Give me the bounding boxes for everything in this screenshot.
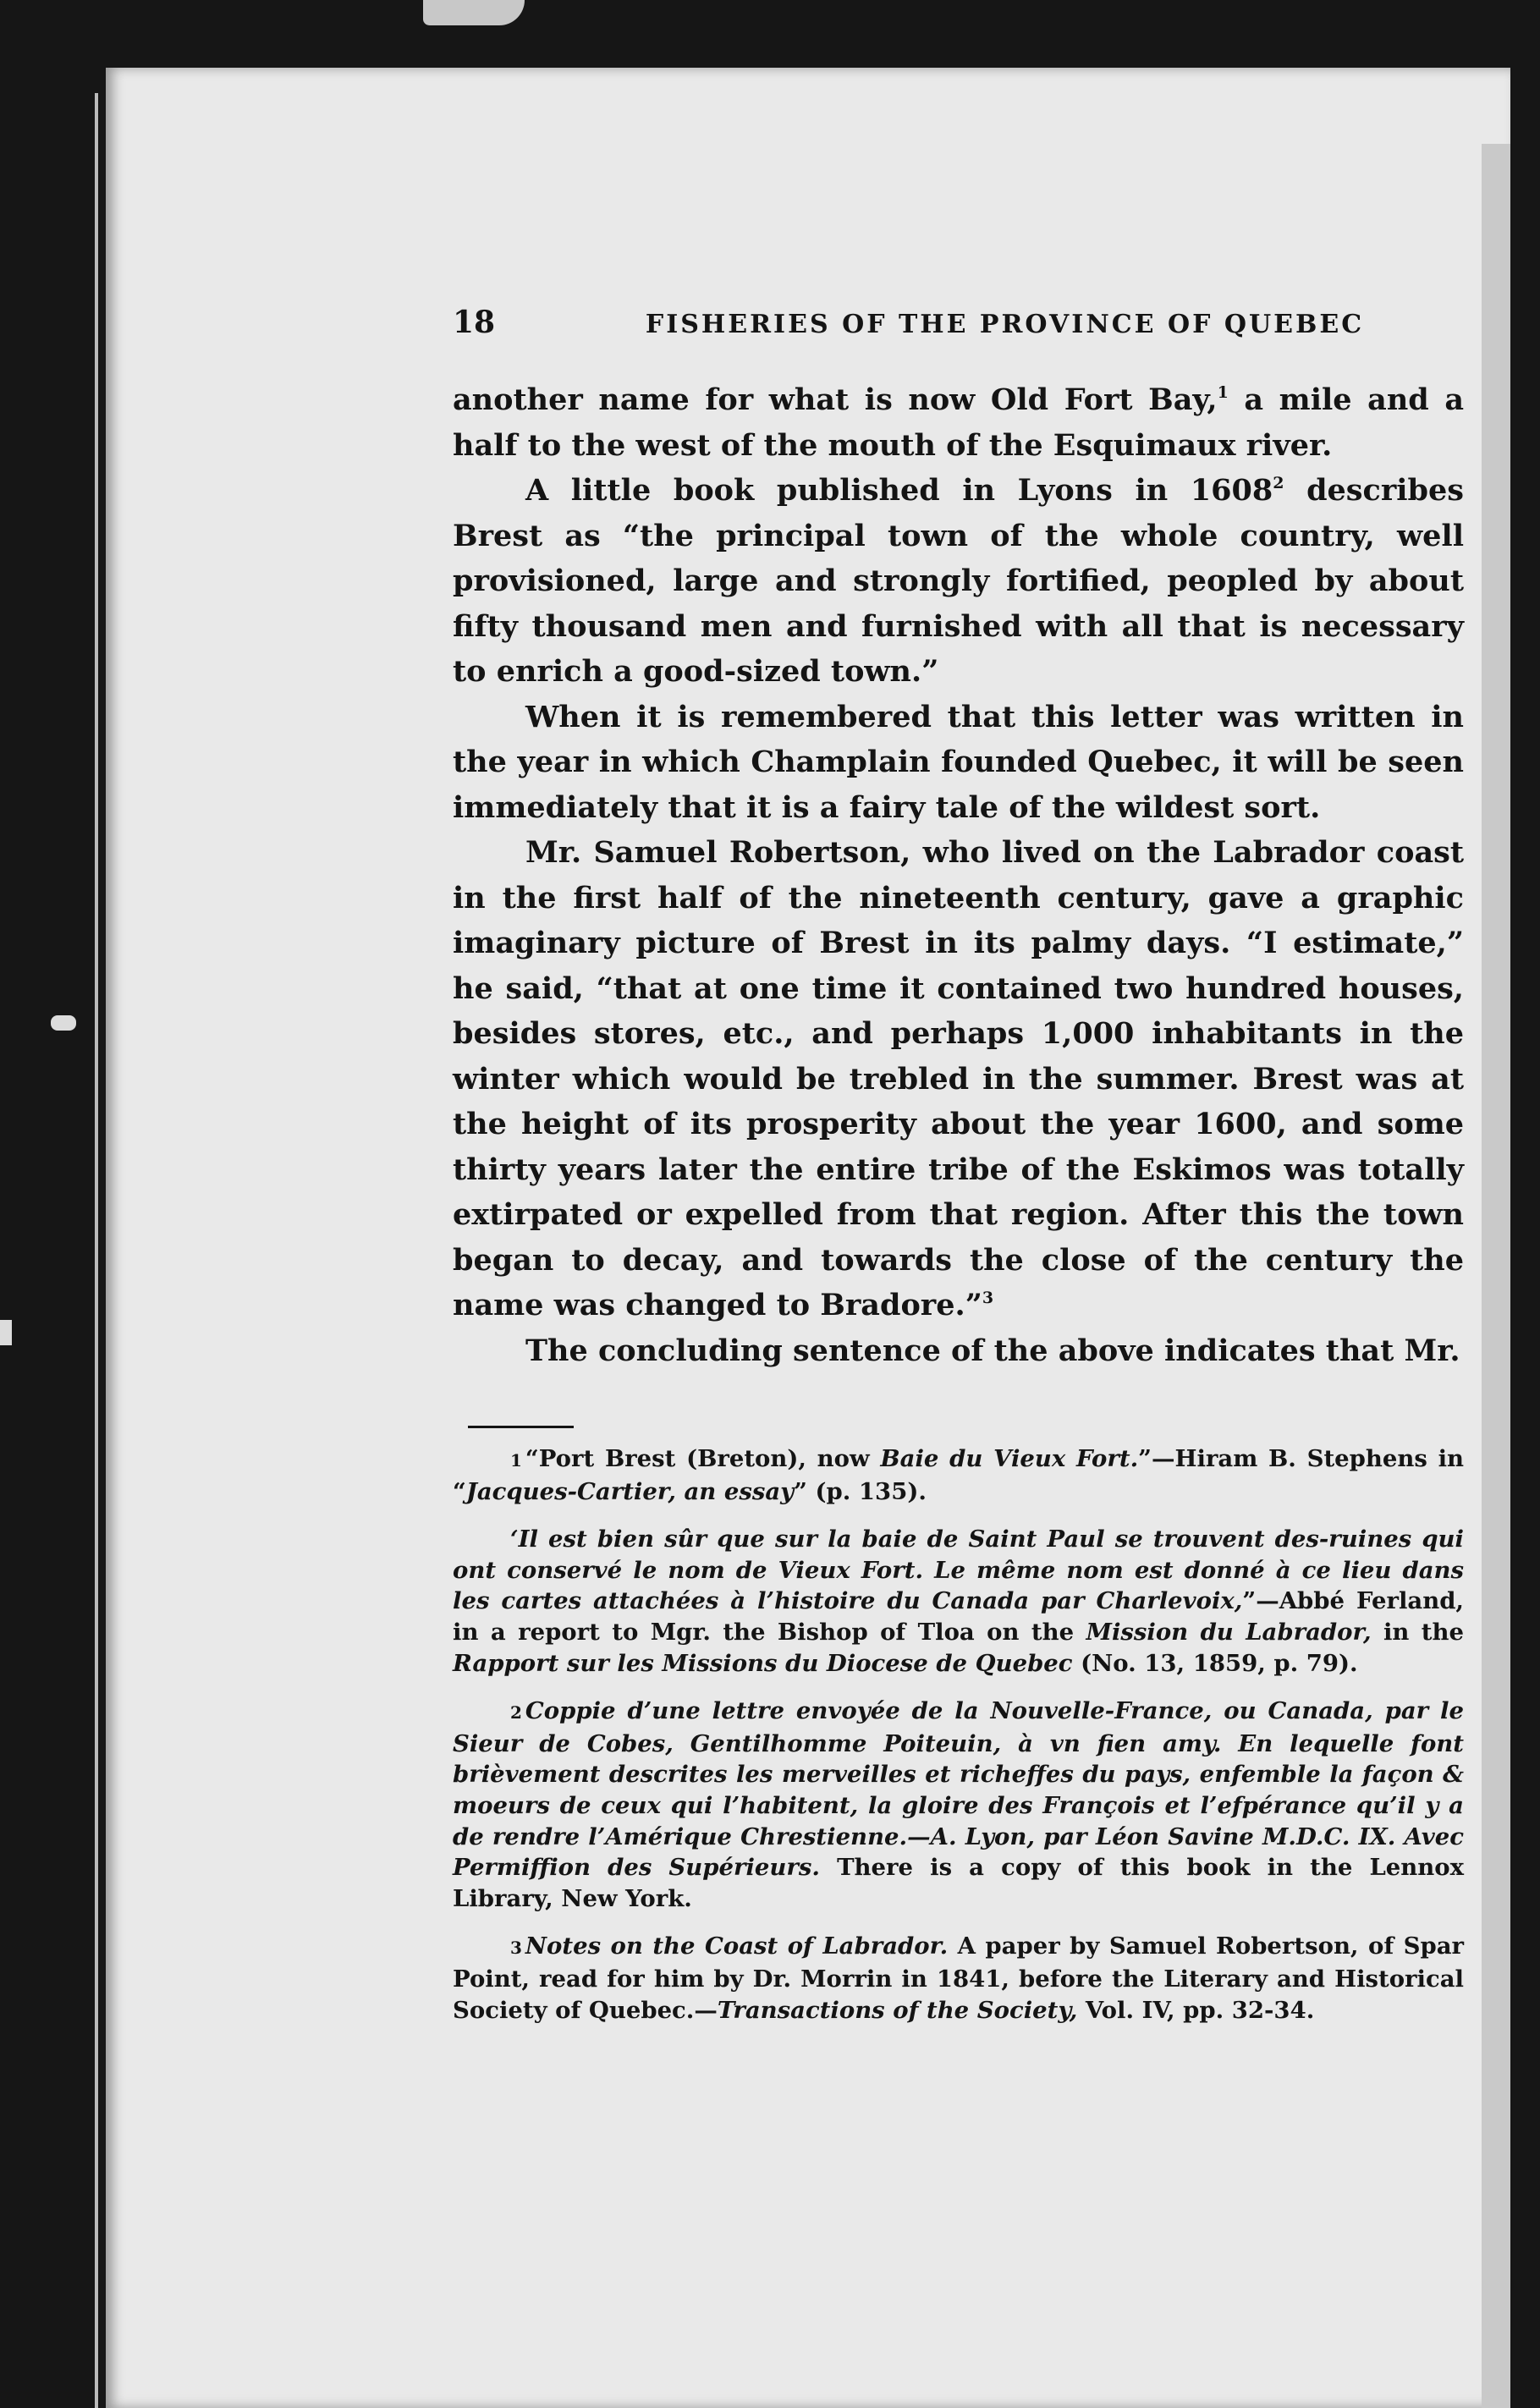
footnote-ref: 2 xyxy=(1273,474,1284,492)
text-run: There is a copy of this book in the Lennox Library, New York. xyxy=(453,1854,1464,1912)
text-run: “Port Brest (Breton), now xyxy=(525,1445,881,1472)
page-text xyxy=(453,305,1464,2042)
text-run: a mile and a half to the west of the mouth of the Esquimaux river. xyxy=(453,382,1464,463)
paragraph xyxy=(453,695,1464,831)
scan-smudge xyxy=(423,0,525,25)
italic-run: Baie du Vieux Fort. xyxy=(880,1445,1139,1472)
footnote-number: 3 xyxy=(510,1938,522,1959)
footnote-number: 1 xyxy=(510,1450,522,1471)
footnote xyxy=(453,1524,1464,1679)
running-header xyxy=(453,305,1464,340)
text-run: ” (p. 135). xyxy=(794,1477,927,1505)
footnotes xyxy=(453,1443,1464,2026)
text-run: A paper by Samuel Robertson, of Spar Point, read for him by Dr. Morrin in 1841, before the Literary and Historical Society of Quebec.— xyxy=(453,1932,1465,2024)
text-run: another name for what is now Old Fort Bay, xyxy=(453,382,1218,417)
margin-mark xyxy=(51,1015,76,1031)
paragraph xyxy=(453,377,1464,468)
italic-run: Mission du Labrador, xyxy=(1086,1618,1372,1646)
paragraph xyxy=(453,1328,1464,1374)
text-run: ”—Hiram B. Stephens in “ xyxy=(453,1445,1465,1505)
italic-run: ‘Il est bien sûr que sur la baie de Saint Paul se trouvent des-ruines qui ont conservé le nom de Vieux Fort. Le même nom est donné à ce lieu dans les cartes attachées à l’histoire du Canada par Charlevoix, xyxy=(453,1526,1464,1615)
running-title: FISHERIES OF THE PROVINCE OF QUEBEC xyxy=(645,310,1365,339)
italic-run: Coppie d’une lettre envoyée de la Nouvelle-France, ou Canada, par le Sieur de Cobes, Gentilhomme Poiteuin, à vn fien amy. En lequelle font brièvement descrites les merveilles et richeffes du pays, enfemble la façon & moeurs de ceux qui l’habitent, la gloire des François et l’efpérance qu’il y a de rendre l’Amérique Chrestienne.—A. Lyon, par Léon Savine M.D.C. IX. Avec Permiffion des Supérieurs. xyxy=(453,1697,1464,1882)
text-run: describes Brest as “the principal town of the whole country, well provisioned, large and strongly fortified, peopled by about fifty thousand men and furnished with all that is necessary to enrich a good-sized town.” xyxy=(453,473,1465,689)
text-run: ”—Abbé Ferland, in a report to Mgr. the Bishop of Tloa on the xyxy=(453,1587,1465,1646)
footnote-ref: 1 xyxy=(1217,383,1229,402)
text-run: Mr. Samuel Robertson, who lived on the Labrador coast in the first half of the nineteenth century, gave a graphic imaginary picture of Brest in its palmy days. “I estimate,” he said, “that at one time it contained two hundred houses, besides stores, etc., and perhaps 1,000 inhabitants in the winter which would be trebled in the summer. Brest was at the height of its prosperity about the year 1600, and some thirty years later the entire tribe of the Eskimos was totally extirpated or expelled from that region. After this the town began to decay, and towards the close of the century the name was changed to Bradore.” xyxy=(453,835,1464,1322)
italic-run: Rapport sur les Missions du Diocese de Quebec xyxy=(453,1649,1073,1677)
text-run: The concluding sentence of the above indicates that Mr. xyxy=(525,1333,1460,1368)
page-number: 18 xyxy=(453,305,496,340)
margin-mark xyxy=(0,1320,12,1345)
paragraph xyxy=(453,468,1464,695)
footnote-ref: 3 xyxy=(982,1289,994,1307)
footnote xyxy=(453,1931,1464,2026)
italic-run: Jacques-Cartier, an essay xyxy=(465,1477,795,1505)
body-text xyxy=(453,377,1464,1373)
binding-edge xyxy=(95,93,98,2408)
page-edge-strip xyxy=(1482,144,1510,2408)
italic-run: Transactions of the Society, xyxy=(717,1996,1078,2024)
text-run: A little book published in Lyons in 1608 xyxy=(525,473,1273,508)
italic-run: Notes on the Coast of Labrador. xyxy=(525,1932,949,1960)
text-run: Vol. IV, pp. 32-34. xyxy=(1077,1996,1315,2024)
text-run: in the xyxy=(1371,1618,1464,1646)
paragraph xyxy=(453,830,1464,1328)
footnote-number: 2 xyxy=(510,1702,522,1724)
footnote xyxy=(453,1443,1464,1507)
footnote xyxy=(453,1696,1464,1914)
text-run: When it is remembered that this letter was written in the year in which Champlain founded Quebec, it will be seen immediately that it is a fairy tale of the wildest sort. xyxy=(453,699,1464,825)
text-run: (No. 13, 1859, p. 79). xyxy=(1072,1649,1358,1677)
footnote-rule xyxy=(468,1426,574,1428)
